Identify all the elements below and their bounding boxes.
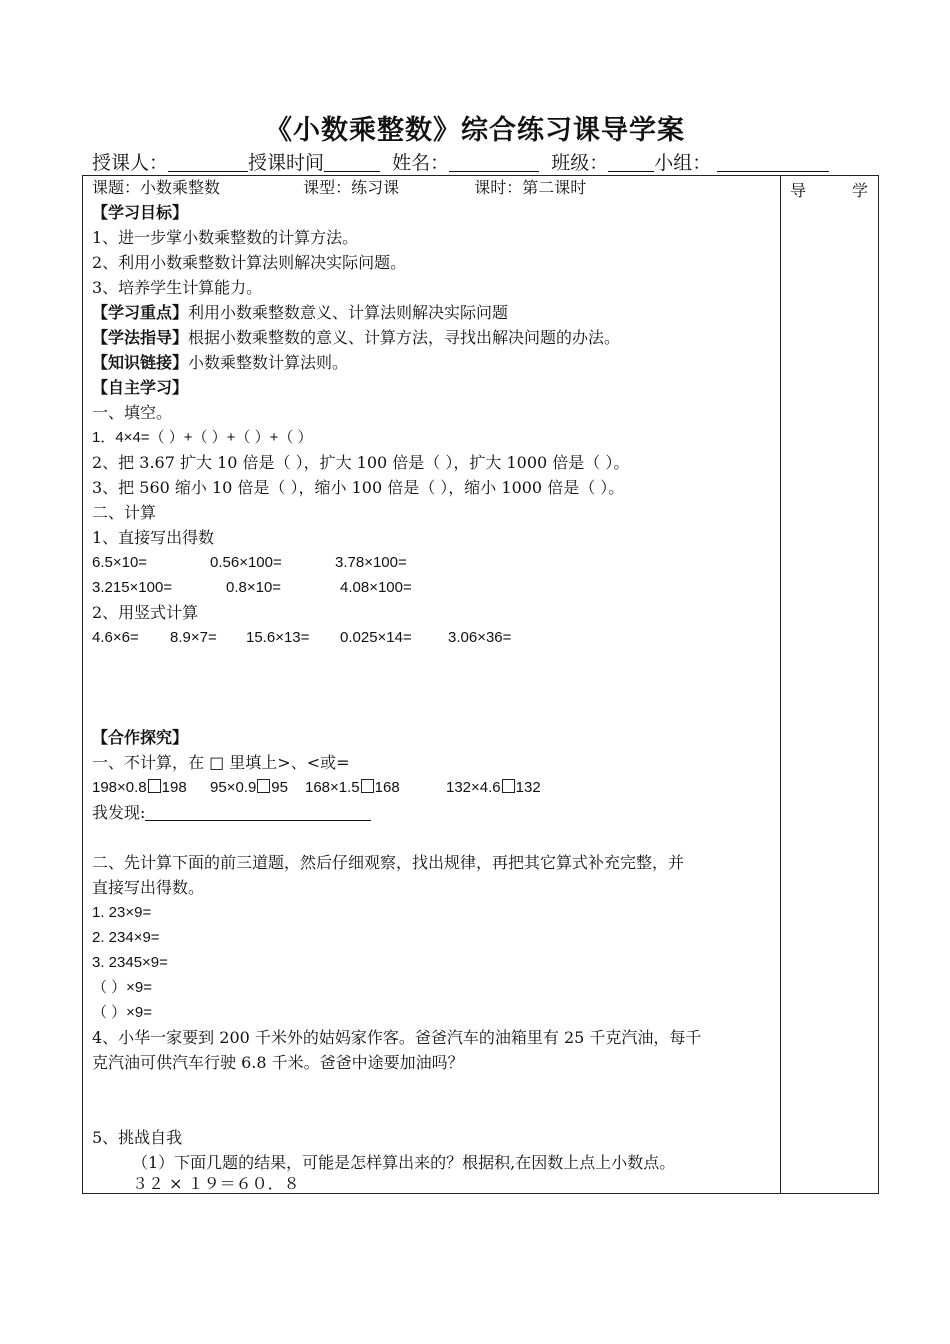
focus-label: 【学习重点】 <box>92 303 189 322</box>
method-line <box>92 327 620 349</box>
fill-blank-q1: 1．4×4=（ ）+（ ）+（ ）+（ ） <box>92 429 313 446</box>
pattern-item: （ ）×9= <box>92 1004 153 1021</box>
challenge-subtitle: （1）下面几题的结果，可能是怎样算出来的？根据积,在因数上点上小数点。 <box>132 1153 676 1172</box>
answer-box[interactable] <box>361 779 374 793</box>
focus-text: 利用小数乘整数意义、计算法则解决实际问题 <box>188 303 509 322</box>
calc-item: 0.56×100= <box>210 554 282 571</box>
side-column-header <box>790 178 868 201</box>
fill-blank-q3: 3、把 560 缩小 10 倍是（ ），缩小 100 倍是（ ），缩小 1000 倍是（ ）。 <box>92 478 625 497</box>
group-blank[interactable] <box>717 151 829 172</box>
method-text: 根据小数乘整数的意义、计算方法，寻找出解决问题的办法。 <box>188 328 621 347</box>
fill-blank-title: 一、填空。 <box>92 403 173 422</box>
challenge-title: 5、挑战自我 <box>92 1128 183 1147</box>
compare-item <box>92 777 210 799</box>
compare-left: 132×4.6 <box>446 779 501 796</box>
compare-right: 168 <box>374 779 400 796</box>
meta-period: 课时：第二课时 <box>474 178 587 197</box>
pattern-intro: 二、先计算下面的前三道题，然后仔细观察，找出规律，再把其它算式补充完整，并 <box>92 853 685 872</box>
teacher-blank[interactable] <box>168 151 248 172</box>
meta-row <box>92 177 586 199</box>
calc-item: 0.8×10= <box>226 579 282 596</box>
compare-title: 一、不计算，在 □ 里填上>、<或= <box>92 753 350 772</box>
calc-item: 3.06×36= <box>448 629 512 646</box>
word-problem-q4: 4、小华一家要到 200 千米外的姑妈家作客。爸爸汽车的油箱里有 25 千克汽油，每千 <box>92 1028 702 1047</box>
compare-row <box>92 777 541 799</box>
answer-box[interactable] <box>502 779 515 793</box>
challenge-equation: ３２ × １９＝６０．８ <box>132 1174 300 1193</box>
calc-item: 4.6×6= <box>92 629 139 646</box>
calc-item: 3.78×100= <box>335 554 407 571</box>
pattern-intro-cont: 直接写出得数。 <box>92 878 205 897</box>
pattern-item: 3. 2345×9= <box>92 954 168 971</box>
name-blank[interactable] <box>449 151 539 172</box>
calc-title: 二、计算 <box>92 503 157 522</box>
compare-item <box>305 777 446 799</box>
link-line <box>92 352 348 374</box>
direct-calc-row <box>92 577 412 599</box>
discover-label: 我发现: <box>92 803 146 822</box>
side-char-xue: 学 <box>851 181 868 200</box>
calc-item: 3.215×100= <box>92 579 173 596</box>
group-label: 小组： <box>654 152 712 174</box>
link-text: 小数乘整数计算法则。 <box>188 353 349 372</box>
discover-line <box>92 802 371 824</box>
goals-heading: 【学习目标】 <box>92 203 189 222</box>
compare-right: 132 <box>515 779 541 796</box>
direct-calc-row <box>92 552 407 574</box>
goal-item: 1、进一步掌小数乘整数的计算方法。 <box>92 228 359 247</box>
time-label: 授课时间 <box>248 152 325 174</box>
compare-right: 198 <box>161 779 187 796</box>
fill-blank-q2: 2、把 3.67 扩大 10 倍是（ ），扩大 100 倍是（ ），扩大 1000 倍是（ ）。 <box>92 453 630 472</box>
discover-blank[interactable] <box>145 802 371 821</box>
pattern-item: 1. 23×9= <box>92 904 152 921</box>
self-study-heading: 【自主学习】 <box>92 378 189 397</box>
method-label: 【学法指导】 <box>92 328 189 347</box>
goal-item: 2、利用小数乘整数计算法则解决实际问题。 <box>92 253 407 272</box>
content-table <box>82 175 879 1194</box>
calc-item: 8.9×7= <box>170 629 217 646</box>
side-char-dao: 导 <box>790 181 807 200</box>
header-info-line <box>92 148 872 175</box>
page-title: 《小数乘整数》综合练习课导学案 <box>265 115 685 146</box>
compare-left: 168×1.5 <box>305 779 360 796</box>
compare-item <box>210 777 305 799</box>
column-divider <box>780 176 781 1193</box>
meta-topic: 课题：小数乘整数 <box>92 178 221 197</box>
teacher-label: 授课人： <box>92 152 169 174</box>
meta-type: 课型：练习课 <box>303 178 400 197</box>
calc-item: 6.5×10= <box>92 554 148 571</box>
class-label: 班级： <box>551 152 609 174</box>
goal-item: 3、培养学生计算能力。 <box>92 278 263 297</box>
word-problem-q4-cont: 克汽油可供汽车行驶 6.8 千米。爸爸中途要加油吗？ <box>92 1053 464 1072</box>
answer-box[interactable] <box>148 779 161 793</box>
calc-item: 0.025×14= <box>340 629 412 646</box>
time-blank[interactable] <box>324 151 380 172</box>
answer-box[interactable] <box>257 779 270 793</box>
vertical-calc-title: 2、用竖式计算 <box>92 603 199 622</box>
pattern-item: （ ）×9= <box>92 979 153 996</box>
compare-left: 95×0.9 <box>210 779 257 796</box>
compare-item <box>446 779 541 796</box>
link-label: 【知识链接】 <box>92 353 189 372</box>
calc-item: 15.6×13= <box>246 629 310 646</box>
class-blank[interactable] <box>608 151 654 172</box>
focus-line <box>92 302 508 324</box>
name-label: 姓名： <box>392 152 450 174</box>
pattern-item: 2. 234×9= <box>92 929 160 946</box>
coop-heading: 【合作探究】 <box>92 728 189 747</box>
compare-left: 198×0.8 <box>92 779 147 796</box>
compare-right: 95 <box>271 779 288 796</box>
calc-item: 4.08×100= <box>340 579 412 596</box>
direct-calc-title: 1、直接写出得数 <box>92 528 215 547</box>
vertical-calc-row <box>92 627 511 649</box>
